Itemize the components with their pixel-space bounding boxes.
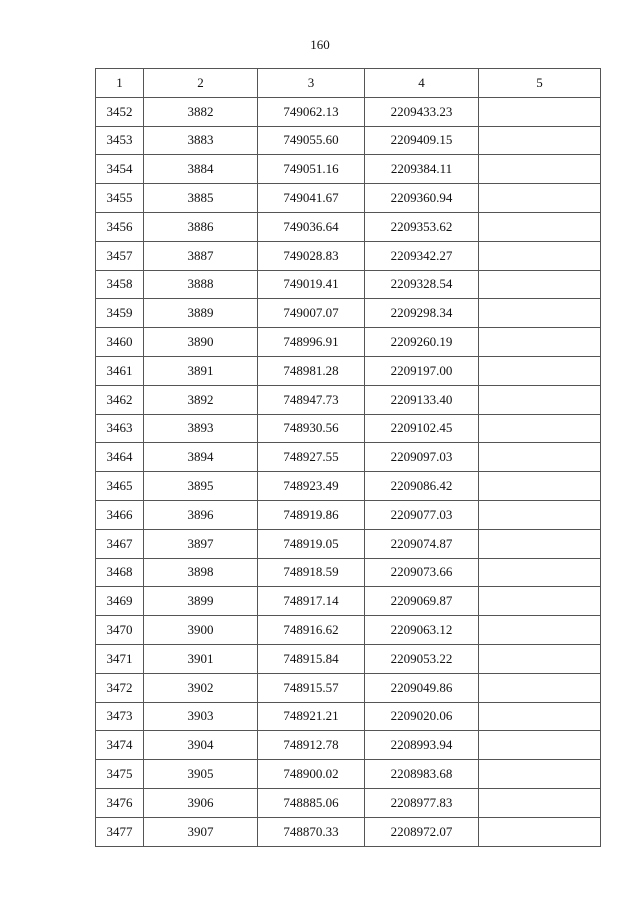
note-cell xyxy=(479,616,601,645)
point-number-cell: 3905 xyxy=(144,760,258,789)
y-coordinate-cell: 2209069.87 xyxy=(365,587,479,616)
y-coordinate-cell: 2209384.11 xyxy=(365,155,479,184)
table-row xyxy=(96,212,601,241)
page-number: 160 xyxy=(310,37,330,52)
x-coordinate-cell: 748996.91 xyxy=(258,328,365,357)
table-row xyxy=(96,529,601,558)
y-coordinate-cell: 2209063.12 xyxy=(365,616,479,645)
table-row xyxy=(96,472,601,501)
y-coordinate-cell: 2208983.68 xyxy=(365,760,479,789)
point-number-cell: 3894 xyxy=(144,443,258,472)
row-index-cell: 3462 xyxy=(96,385,144,414)
table-row xyxy=(96,385,601,414)
column-header-1: 1 xyxy=(96,69,144,98)
note-cell xyxy=(479,673,601,702)
row-index-cell: 3457 xyxy=(96,241,144,270)
row-index-cell: 3470 xyxy=(96,616,144,645)
y-coordinate-cell: 2209342.27 xyxy=(365,241,479,270)
table-row xyxy=(96,155,601,184)
table-header-row xyxy=(96,69,601,98)
note-cell xyxy=(479,97,601,126)
note-cell xyxy=(479,299,601,328)
point-number-cell: 3886 xyxy=(144,212,258,241)
x-coordinate-cell: 748919.86 xyxy=(258,500,365,529)
point-number-cell: 3893 xyxy=(144,414,258,443)
row-index-cell: 3475 xyxy=(96,760,144,789)
row-index-cell: 3459 xyxy=(96,299,144,328)
y-coordinate-cell: 2209433.23 xyxy=(365,97,479,126)
row-index-cell: 3468 xyxy=(96,558,144,587)
note-cell xyxy=(479,731,601,760)
table-row xyxy=(96,673,601,702)
x-coordinate-cell: 748916.62 xyxy=(258,616,365,645)
row-index-cell: 3469 xyxy=(96,587,144,616)
point-number-cell: 3901 xyxy=(144,644,258,673)
note-cell xyxy=(479,760,601,789)
table-row xyxy=(96,443,601,472)
column-header-5: 5 xyxy=(479,69,601,98)
x-coordinate-cell: 749007.07 xyxy=(258,299,365,328)
table-row xyxy=(96,126,601,155)
x-coordinate-cell: 748918.59 xyxy=(258,558,365,587)
point-number-cell: 3900 xyxy=(144,616,258,645)
y-coordinate-cell: 2209097.03 xyxy=(365,443,479,472)
point-number-cell: 3882 xyxy=(144,97,258,126)
row-index-cell: 3465 xyxy=(96,472,144,501)
x-coordinate-cell: 749055.60 xyxy=(258,126,365,155)
note-cell xyxy=(479,328,601,357)
point-number-cell: 3898 xyxy=(144,558,258,587)
y-coordinate-cell: 2209197.00 xyxy=(365,356,479,385)
table-row xyxy=(96,500,601,529)
note-cell xyxy=(479,385,601,414)
row-index-cell: 3467 xyxy=(96,529,144,558)
note-cell xyxy=(479,443,601,472)
table-row xyxy=(96,587,601,616)
note-cell xyxy=(479,472,601,501)
row-index-cell: 3473 xyxy=(96,702,144,731)
table-row xyxy=(96,817,601,846)
point-number-cell: 3903 xyxy=(144,702,258,731)
point-number-cell: 3885 xyxy=(144,184,258,213)
column-header-2: 2 xyxy=(144,69,258,98)
x-coordinate-cell: 748930.56 xyxy=(258,414,365,443)
table-row xyxy=(96,644,601,673)
table-row xyxy=(96,788,601,817)
row-index-cell: 3476 xyxy=(96,788,144,817)
note-cell xyxy=(479,558,601,587)
y-coordinate-cell: 2209053.22 xyxy=(365,644,479,673)
y-coordinate-cell: 2209260.19 xyxy=(365,328,479,357)
x-coordinate-cell: 749041.67 xyxy=(258,184,365,213)
point-number-cell: 3889 xyxy=(144,299,258,328)
point-number-cell: 3904 xyxy=(144,731,258,760)
x-coordinate-cell: 748915.57 xyxy=(258,673,365,702)
row-index-cell: 3471 xyxy=(96,644,144,673)
note-cell xyxy=(479,184,601,213)
y-coordinate-cell: 2209328.54 xyxy=(365,270,479,299)
x-coordinate-cell: 748885.06 xyxy=(258,788,365,817)
y-coordinate-cell: 2209077.03 xyxy=(365,500,479,529)
y-coordinate-cell: 2209073.66 xyxy=(365,558,479,587)
x-coordinate-cell: 748919.05 xyxy=(258,529,365,558)
row-index-cell: 3460 xyxy=(96,328,144,357)
y-coordinate-cell: 2209409.15 xyxy=(365,126,479,155)
point-number-cell: 3890 xyxy=(144,328,258,357)
y-coordinate-cell: 2209086.42 xyxy=(365,472,479,501)
y-coordinate-cell: 2209102.45 xyxy=(365,414,479,443)
row-index-cell: 3466 xyxy=(96,500,144,529)
x-coordinate-cell: 749036.64 xyxy=(258,212,365,241)
point-number-cell: 3897 xyxy=(144,529,258,558)
column-header-4: 4 xyxy=(365,69,479,98)
note-cell xyxy=(479,702,601,731)
point-number-cell: 3887 xyxy=(144,241,258,270)
point-number-cell: 3895 xyxy=(144,472,258,501)
table-body xyxy=(96,97,601,846)
table-row xyxy=(96,760,601,789)
note-cell xyxy=(479,500,601,529)
row-index-cell: 3477 xyxy=(96,817,144,846)
note-cell xyxy=(479,270,601,299)
note-cell xyxy=(479,529,601,558)
table-row xyxy=(96,97,601,126)
y-coordinate-cell: 2209298.34 xyxy=(365,299,479,328)
row-index-cell: 3453 xyxy=(96,126,144,155)
point-number-cell: 3888 xyxy=(144,270,258,299)
note-cell xyxy=(479,241,601,270)
row-index-cell: 3454 xyxy=(96,155,144,184)
x-coordinate-cell: 749028.83 xyxy=(258,241,365,270)
x-coordinate-cell: 748921.21 xyxy=(258,702,365,731)
y-coordinate-cell: 2208972.07 xyxy=(365,817,479,846)
y-coordinate-cell: 2209020.06 xyxy=(365,702,479,731)
point-number-cell: 3892 xyxy=(144,385,258,414)
row-index-cell: 3461 xyxy=(96,356,144,385)
table-row xyxy=(96,558,601,587)
note-cell xyxy=(479,126,601,155)
note-cell xyxy=(479,155,601,184)
point-number-cell: 3907 xyxy=(144,817,258,846)
row-index-cell: 3452 xyxy=(96,97,144,126)
note-cell xyxy=(479,212,601,241)
x-coordinate-cell: 748981.28 xyxy=(258,356,365,385)
table-row xyxy=(96,184,601,213)
row-index-cell: 3474 xyxy=(96,731,144,760)
row-index-cell: 3472 xyxy=(96,673,144,702)
note-cell xyxy=(479,587,601,616)
row-index-cell: 3456 xyxy=(96,212,144,241)
point-number-cell: 3902 xyxy=(144,673,258,702)
x-coordinate-cell: 748870.33 xyxy=(258,817,365,846)
point-number-cell: 3906 xyxy=(144,788,258,817)
point-number-cell: 3883 xyxy=(144,126,258,155)
table-row xyxy=(96,731,601,760)
x-coordinate-cell: 748917.14 xyxy=(258,587,365,616)
y-coordinate-cell: 2209353.62 xyxy=(365,212,479,241)
coordinates-table xyxy=(95,68,601,847)
note-cell xyxy=(479,788,601,817)
x-coordinate-cell: 749019.41 xyxy=(258,270,365,299)
x-coordinate-cell: 749062.13 xyxy=(258,97,365,126)
row-index-cell: 3464 xyxy=(96,443,144,472)
note-cell xyxy=(479,644,601,673)
table-row xyxy=(96,270,601,299)
point-number-cell: 3884 xyxy=(144,155,258,184)
y-coordinate-cell: 2209049.86 xyxy=(365,673,479,702)
y-coordinate-cell: 2208993.94 xyxy=(365,731,479,760)
table-row xyxy=(96,328,601,357)
point-number-cell: 3891 xyxy=(144,356,258,385)
table-row xyxy=(96,299,601,328)
table-row xyxy=(96,241,601,270)
table-row xyxy=(96,702,601,731)
y-coordinate-cell: 2209360.94 xyxy=(365,184,479,213)
table-row xyxy=(96,356,601,385)
point-number-cell: 3899 xyxy=(144,587,258,616)
note-cell xyxy=(479,414,601,443)
y-coordinate-cell: 2209133.40 xyxy=(365,385,479,414)
y-coordinate-cell: 2208977.83 xyxy=(365,788,479,817)
x-coordinate-cell: 748927.55 xyxy=(258,443,365,472)
point-number-cell: 3896 xyxy=(144,500,258,529)
table-row xyxy=(96,616,601,645)
table-row xyxy=(96,414,601,443)
y-coordinate-cell: 2209074.87 xyxy=(365,529,479,558)
note-cell xyxy=(479,817,601,846)
x-coordinate-cell: 748947.73 xyxy=(258,385,365,414)
x-coordinate-cell: 748923.49 xyxy=(258,472,365,501)
column-header-3: 3 xyxy=(258,69,365,98)
note-cell xyxy=(479,356,601,385)
row-index-cell: 3455 xyxy=(96,184,144,213)
x-coordinate-cell: 748915.84 xyxy=(258,644,365,673)
x-coordinate-cell: 748912.78 xyxy=(258,731,365,760)
row-index-cell: 3458 xyxy=(96,270,144,299)
x-coordinate-cell: 749051.16 xyxy=(258,155,365,184)
x-coordinate-cell: 748900.02 xyxy=(258,760,365,789)
row-index-cell: 3463 xyxy=(96,414,144,443)
